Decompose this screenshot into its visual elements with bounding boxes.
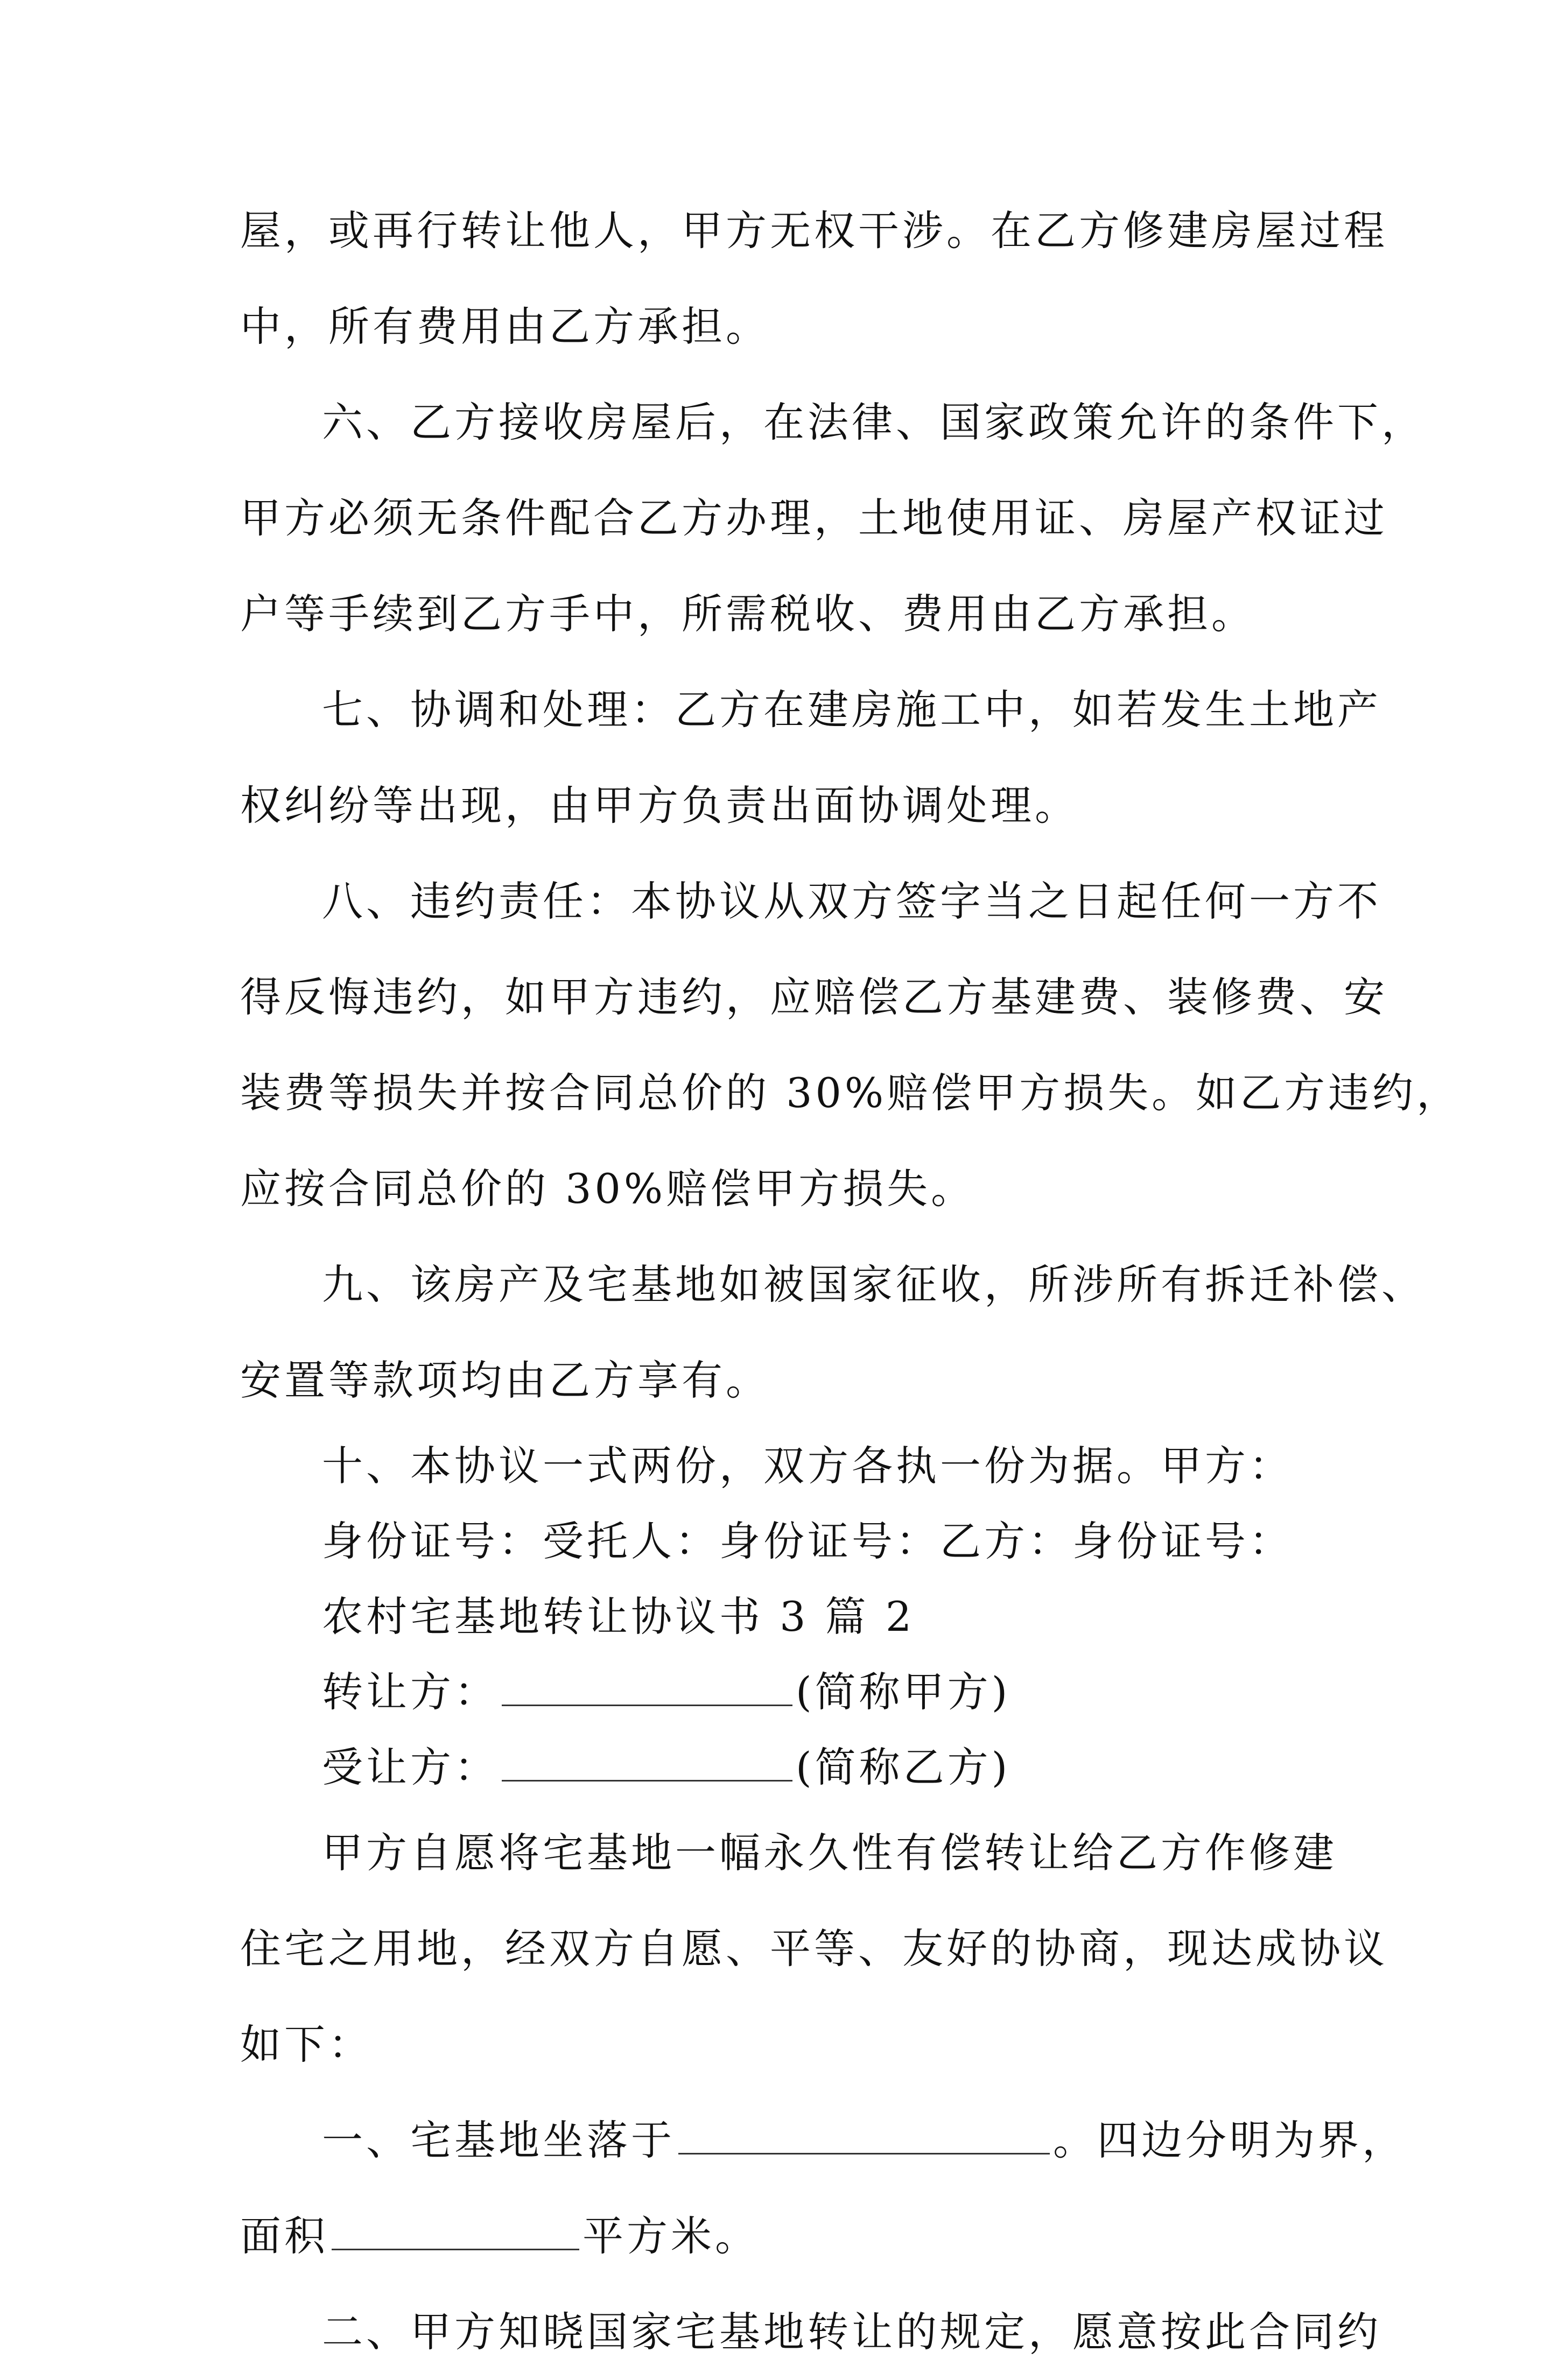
clause-9-line: 九、该房产及宅基地如被国家征收，所涉所有拆迁补偿、 (322, 1261, 1426, 1308)
text-line: 应按合同总价的 30%赔偿甲方损失。 (240, 1165, 975, 1213)
clause-7-line: 七、协调和处理：乙方在建房施工中，如若发生土地产 (322, 686, 1381, 734)
text-line: 装费等损失并按合同总价的 30%赔偿甲方损失。如乙方违约， (240, 1069, 1461, 1117)
transferor-label: 转让方： (322, 1668, 499, 1716)
clause-2-line: 二、甲方知晓国家宅基地转让的规定，愿意按此合同约 (322, 2308, 1381, 2356)
transferee-line (240, 1730, 1322, 1805)
clause-1-prefix: 一、宅基地坐落于 (322, 2116, 675, 2164)
clause-8-line: 八、违约责任：本协议从双方签字当之日起任何一方不 (322, 877, 1381, 925)
transferor-blank (502, 1671, 792, 1706)
intro-line: 甲方自愿将宅基地一幅永久性有偿转让给乙方作修建 (322, 1829, 1337, 1877)
transferor-line (240, 1654, 1322, 1730)
clause-6-line: 六、乙方接收房屋后，在法律、国家政策允许的条件下， (322, 398, 1426, 446)
transferee-label: 受让方： (322, 1743, 499, 1791)
area-suffix: 平方米。 (583, 2212, 759, 2260)
area-blank (332, 2215, 579, 2250)
clause-10-line: 十、本协议一式两份，双方各执一份为据。甲方： (322, 1442, 1293, 1490)
text-line: 住宅之用地，经双方自愿、平等、友好的协商，现达成协议 (240, 1925, 1388, 1973)
location-blank (678, 2120, 1050, 2154)
clause-1-line (240, 2093, 1406, 2188)
text-line: 甲方必须无条件配合乙方办理，土地使用证、房屋产权证过 (240, 494, 1388, 542)
area-prefix: 面积 (240, 2212, 328, 2260)
text-line: 安置等款项均由乙方享有。 (240, 1356, 770, 1404)
section-title: 农村宅基地转让协议书 3 篇 2 (322, 1593, 915, 1640)
clause-1-suffix: 。四边分明为界， (1053, 2116, 1406, 2164)
document-body (240, 183, 1461, 2380)
transferee-blank (502, 1747, 792, 1782)
text-line: 如下： (240, 2020, 373, 2068)
text-line: 权纠纷等出现，由甲方负责出面协调处理。 (240, 781, 1079, 829)
text-line: 中，所有费用由乙方承担。 (240, 302, 770, 350)
text-line: 得反悔违约，如甲方违约，应赔偿乙方基建费、装修费、安 (240, 973, 1388, 1021)
id-number-line: 身份证号：受托人：身份证号：乙方：身份证号： (322, 1517, 1293, 1565)
text-line: 户等手续到乙方手中，所需税收、费用由乙方承担。 (240, 590, 1255, 638)
transferor-suffix: (简称甲方) (796, 1668, 1011, 1716)
text-line: 屋，或再行转让他人，甲方无权干涉。在乙方修建房屋过程 (240, 207, 1388, 255)
transferee-suffix: (简称乙方) (796, 1743, 1011, 1791)
